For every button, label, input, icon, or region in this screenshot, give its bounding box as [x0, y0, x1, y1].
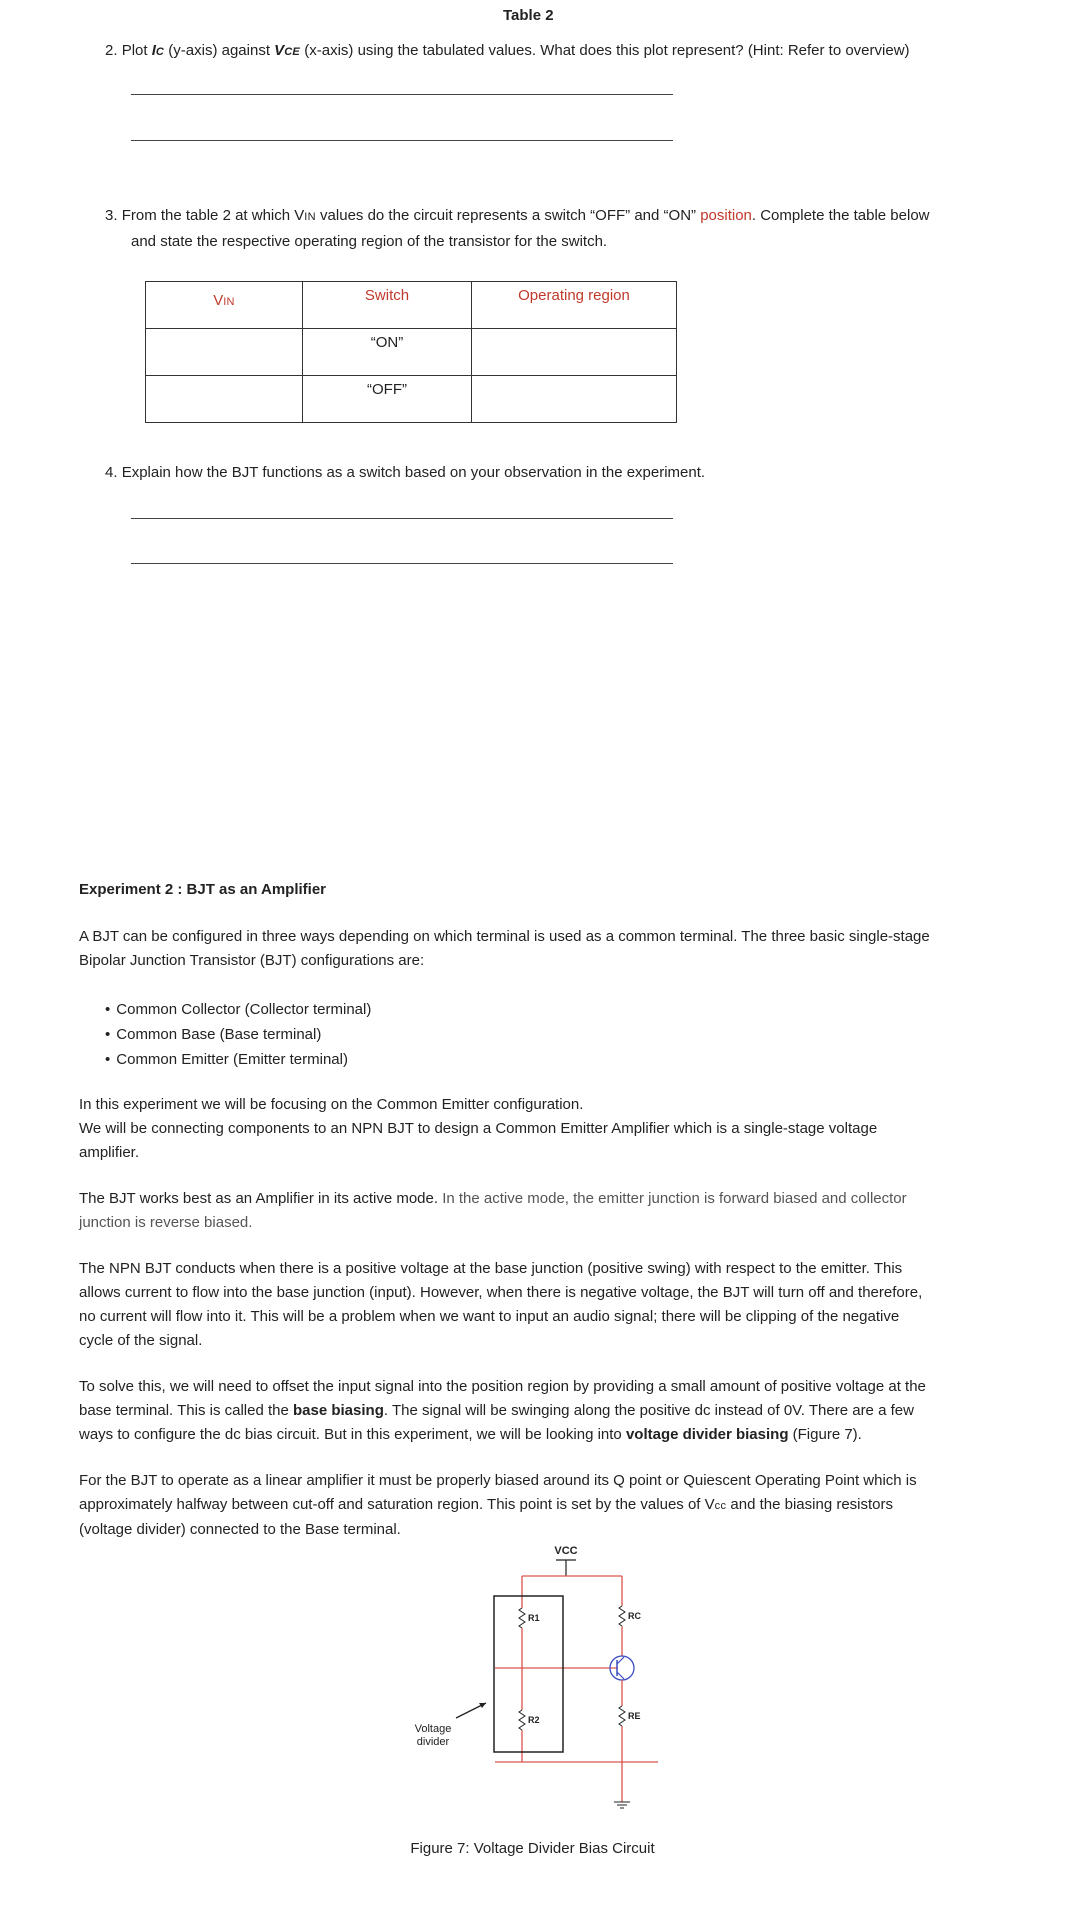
p5-voltage-divider-biasing: voltage divider biasing	[625, 1426, 789, 1443]
question-2	[105, 42, 910, 59]
answer-line-q4-1[interactable]	[131, 518, 673, 519]
q2-text-3: (x-axis) using the tabulated values. What does this plot represent? (Hint: Refer to overview)	[300, 42, 910, 59]
p2-line-3: amplifier.	[79, 1144, 140, 1161]
q3-line-2: and state the respective operating region of the transistor for the switch.	[131, 233, 608, 250]
p3-line-2: junction is reverse biased.	[79, 1214, 253, 1231]
table-row	[146, 376, 677, 423]
divider-label-1: Voltage	[414, 1723, 452, 1735]
header-switch-label: Switch	[364, 287, 410, 304]
p3-part-a: The BJT works best as an Amplifier in its active mode.	[79, 1190, 439, 1207]
re-resistor	[619, 1706, 625, 1726]
voltage-divider-circuit	[390, 1540, 690, 1820]
q3-text-2: values do the circuit represents a switch “OFF” and “ON”	[315, 207, 701, 224]
p5-line-2c: . The signal will be swinging along the positive dc instead of 0V. There are a few	[383, 1402, 914, 1419]
exp2-intro	[79, 925, 930, 973]
cell-vin-off[interactable]	[146, 376, 303, 423]
exp2-paragraph-3	[79, 1187, 907, 1235]
cell-region-off[interactable]	[472, 376, 677, 423]
p6-line-1: For the BJT to operate as a linear amplifier it must be properly biased around its Q point or Quiescent Operating Point which is	[79, 1472, 917, 1489]
p4-line-2: allows current to flow into the base junction (input). However, when there is negative voltage, the BJT will turn off and therefore,	[79, 1284, 923, 1301]
rc-label: RC	[628, 1611, 641, 1621]
q3-vin-sub: IN	[304, 211, 316, 223]
q3-text-3: . Complete the table below	[751, 207, 930, 224]
cell-region-on[interactable]	[472, 329, 677, 376]
p3-part-b: In the active mode, the emitter junction is forward biased and collector	[438, 1190, 907, 1207]
q4-text: Explain how the BJT functions as a switch based on your observation in the experiment.	[121, 464, 706, 481]
exp2-paragraph-2	[79, 1093, 877, 1165]
divider-label-2: divider	[416, 1736, 450, 1748]
q2-vce-var: V	[274, 42, 285, 59]
exp2-paragraph-5	[79, 1375, 926, 1447]
q3-red-word: position	[700, 207, 752, 224]
table-header-row	[146, 282, 677, 329]
cell-switch-on	[303, 329, 472, 376]
header-switch	[303, 282, 472, 329]
transistor-emitter-lead	[617, 1672, 624, 1679]
p2-line-2: We will be connecting components to an NPN BJT to design a Common Emitter Amplifier which is a single-stage voltage	[79, 1120, 878, 1137]
q3-number: 3.	[105, 207, 118, 224]
p2-line-1: In this experiment we will be focusing on the Common Emitter configuration.	[79, 1096, 584, 1113]
answer-line-q2-2[interactable]	[131, 140, 673, 141]
p5-line-3c: (Figure 7).	[788, 1426, 862, 1443]
re-label: RE	[628, 1711, 641, 1721]
header-vin-main: V	[213, 292, 224, 309]
configurations-list	[105, 997, 371, 1072]
switch-on-label: “ON”	[370, 334, 404, 351]
r1-resistor	[519, 1608, 525, 1628]
question-4	[105, 464, 705, 481]
exp2-paragraph-6	[79, 1469, 917, 1542]
switch-table	[145, 281, 677, 423]
q2-ic-var: I	[151, 42, 156, 59]
figure-caption: Figure 7: Voltage Divider Bias Circuit	[410, 1840, 655, 1857]
q3-text-1: From the table 2 at which V	[121, 207, 305, 224]
header-vin-sub: IN	[223, 296, 235, 308]
exp2-intro-line-2: Bipolar Junction Transistor (BJT) configurations are:	[79, 952, 425, 969]
cell-switch-off	[303, 376, 472, 423]
p5-line-1: To solve this, we will need to offset the input signal into the position region by providing a small amount of positive voltage at the	[79, 1378, 926, 1395]
p6-vcc-sub: cc	[714, 1500, 727, 1512]
q2-ic-sub: C	[155, 46, 165, 58]
switch-off-label: “OFF”	[367, 381, 407, 398]
q2-text-2: (y-axis) against	[164, 42, 275, 59]
header-region	[472, 282, 677, 329]
list-item: • Common Collector (Collector terminal)	[105, 997, 371, 1022]
p5-line-3a: ways to configure the dc bias circuit. But in this experiment, we will be looking into	[79, 1426, 626, 1443]
p4-line-1: The NPN BJT conducts when there is a positive voltage at the base junction (positive swing) with respect to the emitter. This	[79, 1260, 903, 1277]
p4-line-4: cycle of the signal.	[79, 1332, 203, 1349]
table-caption: Table 2	[503, 7, 554, 24]
r2-resistor	[519, 1710, 525, 1730]
table-row	[146, 329, 677, 376]
q4-number: 4.	[105, 464, 118, 481]
r1-label: R1	[528, 1613, 540, 1623]
experiment-2-heading: Experiment 2 : BJT as an Amplifier	[79, 881, 327, 898]
r2-label: R2	[528, 1715, 540, 1725]
header-region-label: Operating region	[518, 287, 630, 304]
p4-line-3: no current will flow into it. This will be a problem when we want to input an audio signal; there will be clipping of the negative	[79, 1308, 900, 1325]
p5-line-2a: base terminal. This is called the	[79, 1402, 293, 1419]
transistor-collector-lead	[617, 1657, 624, 1664]
list-item: • Common Emitter (Emitter terminal)	[105, 1047, 371, 1072]
p5-base-biasing: base biasing	[293, 1402, 384, 1419]
p6-line-3: (voltage divider) connected to the Base terminal.	[79, 1521, 401, 1538]
q2-number: 2.	[105, 42, 118, 59]
list-item: • Common Base (Base terminal)	[105, 1022, 371, 1047]
answer-line-q4-2[interactable]	[131, 563, 673, 564]
q2-vce-sub: CE	[284, 46, 301, 58]
question-3	[105, 207, 930, 224]
exp2-paragraph-4	[79, 1257, 922, 1353]
answer-line-q2-1[interactable]	[131, 94, 673, 95]
header-vin	[146, 282, 303, 329]
p6-line-2b: and the biasing resistors	[726, 1496, 894, 1513]
exp2-intro-line-1: A BJT can be configured in three ways depending on which terminal is used as a common terminal. The three basic single-stage	[79, 928, 930, 945]
rc-resistor	[619, 1606, 625, 1626]
vcc-label: VCC	[554, 1545, 578, 1557]
q2-text-1: Plot	[121, 42, 152, 59]
cell-vin-on[interactable]	[146, 329, 303, 376]
p6-line-2a: approximately halfway between cut-off and saturation region. This point is set by the values of V	[79, 1496, 715, 1513]
